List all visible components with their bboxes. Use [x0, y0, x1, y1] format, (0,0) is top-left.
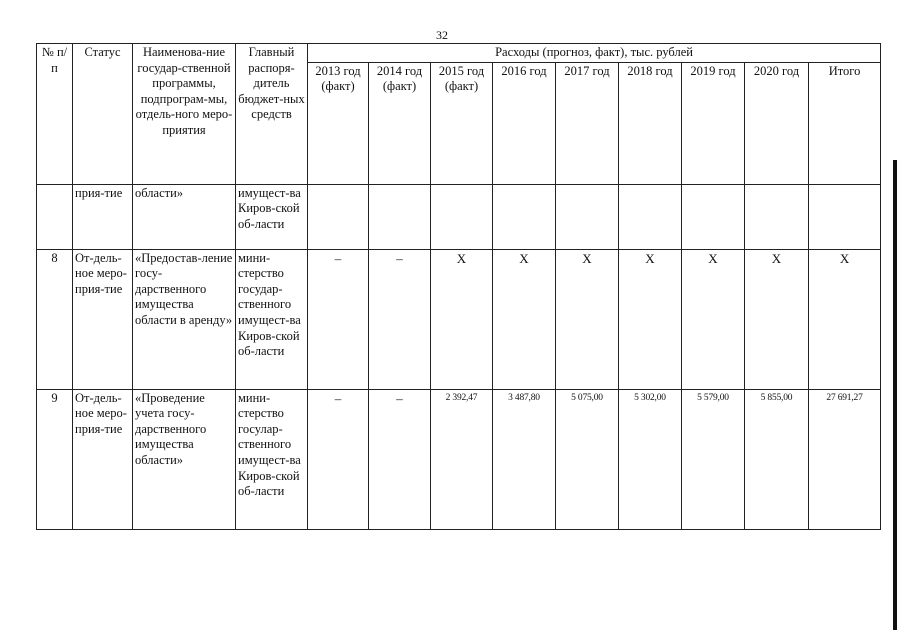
header-year: 2020 год: [745, 62, 809, 184]
row-manager: имущест-ва Киров-ской об-ласти: [236, 184, 308, 249]
row-value: X: [745, 249, 809, 389]
table-row: [37, 184, 881, 249]
row-value: X: [682, 249, 745, 389]
row-value: X: [556, 249, 619, 389]
row-total: [809, 184, 881, 249]
header-year: 2014 год (факт): [369, 62, 431, 184]
row-value: –: [369, 249, 431, 389]
row-status: От-дель-ное меро-прия-тие: [73, 389, 133, 529]
table-row: [37, 389, 881, 529]
header-num: № п/п: [37, 44, 73, 185]
table-row: [37, 249, 881, 389]
row-value: 5 075,00: [556, 389, 619, 529]
row-value: [619, 184, 682, 249]
row-value: [431, 184, 493, 249]
row-value: X: [431, 249, 493, 389]
header-manager: Главный распоря-дитель бюджет-ных средств: [236, 44, 308, 185]
row-name: «Проведение учета госу-дарственного имущества области»: [133, 389, 236, 529]
header-year: 2018 год: [619, 62, 682, 184]
row-value: [682, 184, 745, 249]
scan-edge-bar: [893, 160, 897, 630]
row-value: 3 487,80: [493, 389, 556, 529]
row-manager: мини-стерство государ-ственного имущест-ва Киров-ской об-ласти: [236, 249, 308, 389]
header-row-top: [37, 44, 881, 63]
header-year: 2017 год: [556, 62, 619, 184]
row-name: области»: [133, 184, 236, 249]
row-value: [556, 184, 619, 249]
row-num: [37, 184, 73, 249]
row-num: 9: [37, 389, 73, 529]
row-total: 27 691,27: [809, 389, 881, 529]
row-status: прия-тие: [73, 184, 133, 249]
row-value: [369, 184, 431, 249]
row-status: От-дель-ное меро-прия-тие: [73, 249, 133, 389]
header-year: 2013 год (факт): [308, 62, 369, 184]
row-value: 5 302,00: [619, 389, 682, 529]
header-expenses: Расходы (прогноз, факт), тыс. рублей: [308, 44, 881, 63]
row-value: 5 579,00: [682, 389, 745, 529]
row-manager: мини-стерство госулар-ственного имущест-ва Киров-ской об-ласти: [236, 389, 308, 529]
header-status: Статус: [73, 44, 133, 185]
header-year: 2019 год: [682, 62, 745, 184]
header-year: 2016 год: [493, 62, 556, 184]
row-name: «Предостав-ление госу-дарственного имущества области в аренду»: [133, 249, 236, 389]
row-value: X: [493, 249, 556, 389]
row-value: [745, 184, 809, 249]
header-name: Наименова-ние государ-ственной программы, подпрограм-мы, отдель-ного меро-приятия: [133, 44, 236, 185]
row-value: –: [308, 249, 369, 389]
row-value: –: [369, 389, 431, 529]
row-value: 2 392,47: [431, 389, 493, 529]
budget-table: [36, 43, 881, 530]
header-year: 2015 год (факт): [431, 62, 493, 184]
row-num: 8: [37, 249, 73, 389]
page-number: 32: [436, 28, 448, 42]
row-value: [308, 184, 369, 249]
header-total: Итого: [809, 62, 881, 184]
row-value: X: [619, 249, 682, 389]
row-value: [493, 184, 556, 249]
row-value: –: [308, 389, 369, 529]
row-total: X: [809, 249, 881, 389]
row-value: 5 855,00: [745, 389, 809, 529]
